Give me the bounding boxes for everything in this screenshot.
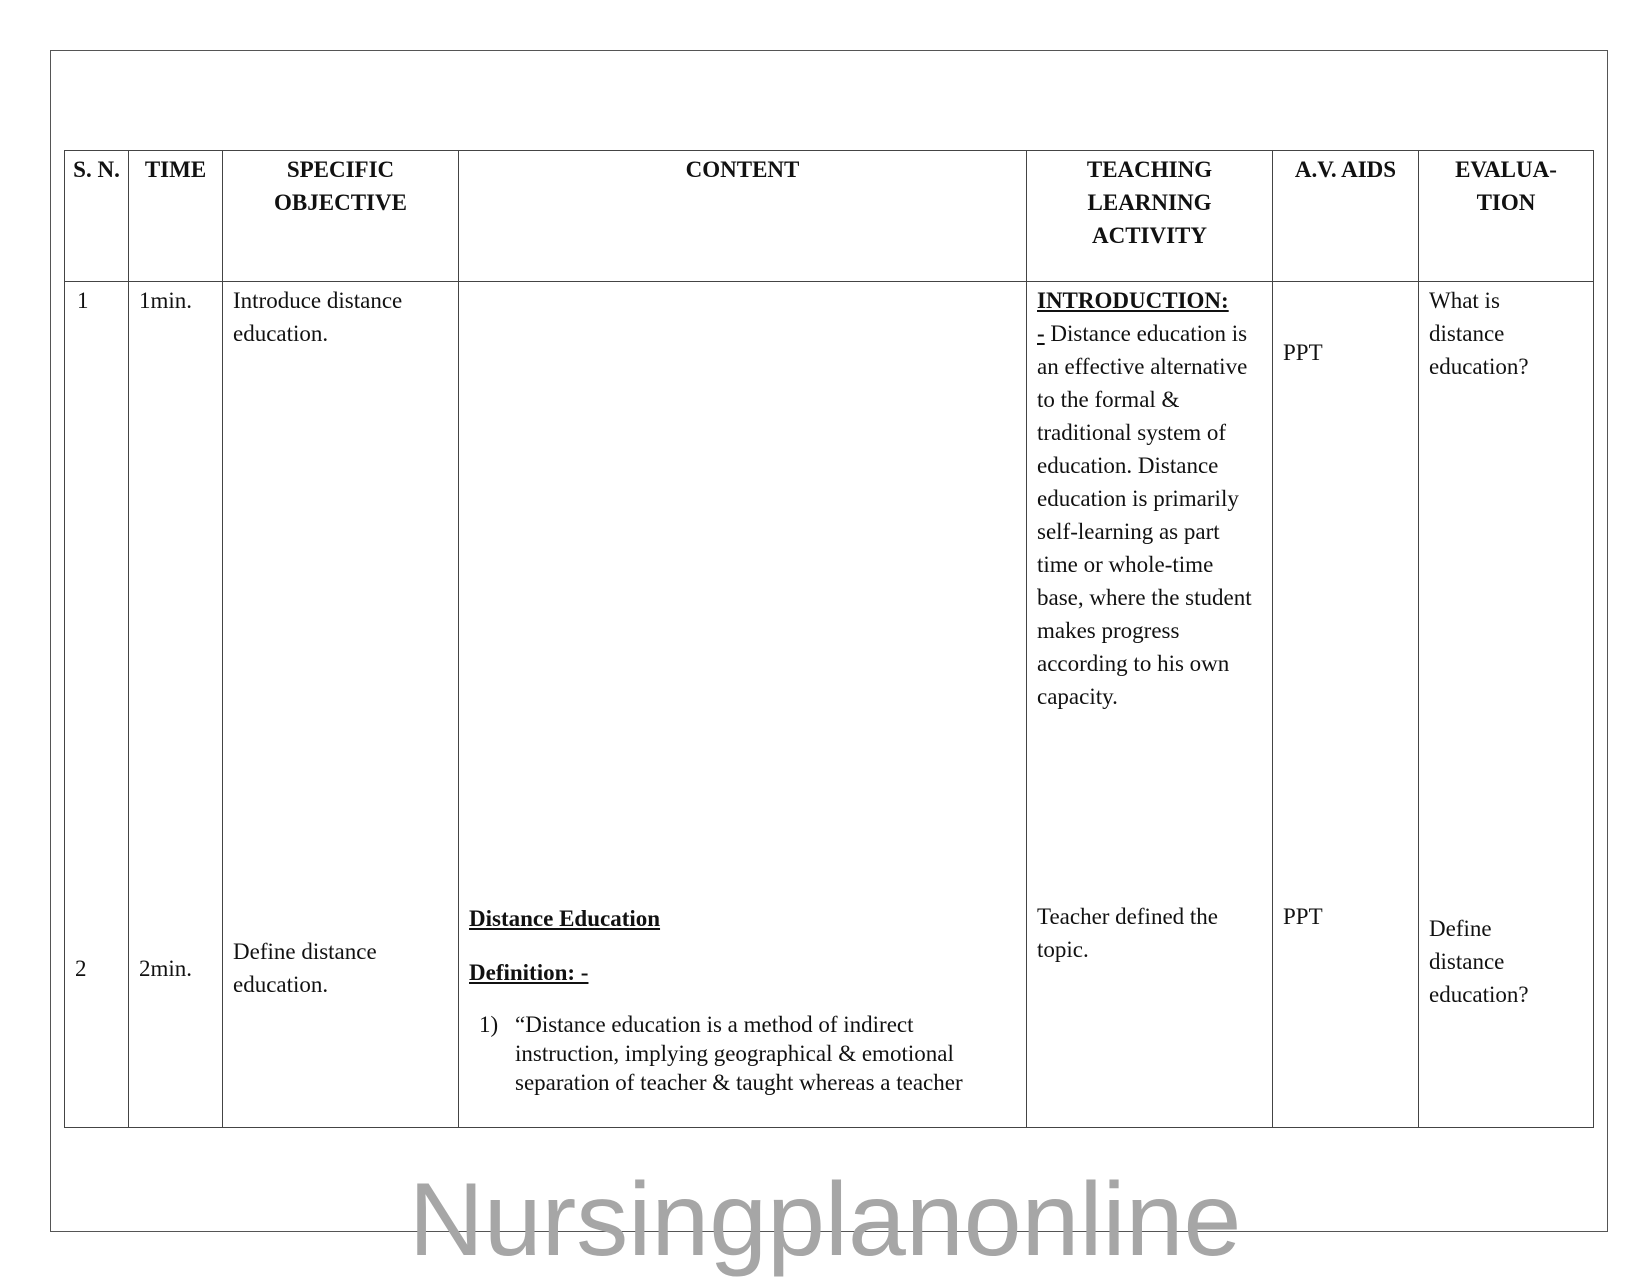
header-evaluation: EVALUA- TION: [1419, 151, 1594, 282]
definition-list: [469, 1010, 989, 1097]
row2-sn: 2: [75, 956, 87, 981]
row1-time: 1min.: [139, 288, 193, 313]
aids-cell: [1273, 282, 1419, 1128]
watermark: Nursingplanonline: [408, 1162, 1242, 1278]
row2-time: 2min.: [139, 956, 193, 981]
header-aids: A.V. AIDS: [1273, 151, 1419, 282]
header-time: TIME: [129, 151, 223, 282]
objective-cell: [223, 282, 459, 1128]
list-item-number: 1): [479, 1012, 499, 1037]
content-cell: [459, 282, 1027, 1128]
evaluation-cell: [1419, 282, 1594, 1128]
row2-aids: PPT: [1283, 904, 1323, 929]
activity-cell: [1027, 282, 1273, 1128]
header-activity: TEACHING LEARNING ACTIVITY: [1027, 151, 1273, 282]
header-sn: S. N.: [65, 151, 129, 282]
row2-evaluation: Define distance education?: [1429, 916, 1529, 1007]
table-header-row: [65, 151, 1594, 282]
content-heading: Distance Education: [469, 906, 661, 931]
row2-activity: Teacher defined the topic.: [1037, 904, 1219, 962]
table-row: [65, 282, 1594, 1128]
header-content: CONTENT: [459, 151, 1027, 282]
header-objective: SPECIFIC OBJECTIVE: [223, 151, 459, 282]
introduction-heading: INTRODUCTION:: [1037, 288, 1229, 313]
row1-objective: Introduce distance education.: [233, 288, 403, 346]
introduction-dash: -: [1037, 321, 1045, 346]
lesson-plan-table: [64, 150, 1594, 1128]
row1-aids: PPT: [1283, 340, 1323, 365]
row2-objective: Define distance education.: [233, 939, 377, 997]
introduction-text: Distance education is an effective alternative to the formal & traditional system of education. Distance education is primarily self-learning as part time or whole-time base, where the student makes progress according to his own capacity.: [1037, 321, 1252, 709]
row1-evaluation: What is distance education?: [1429, 288, 1529, 379]
list-item: [469, 1010, 989, 1097]
list-item-text: “Distance education is a method of indirect instruction, implying geographical & emotional separation of teacher & taught whereas a teacher: [515, 1012, 963, 1095]
row1-sn: 1: [77, 288, 89, 313]
sn-cell: [65, 282, 129, 1128]
row1-activity: [1037, 284, 1257, 713]
time-cell: [129, 282, 223, 1128]
content-subheading: Definition: -: [469, 960, 589, 985]
